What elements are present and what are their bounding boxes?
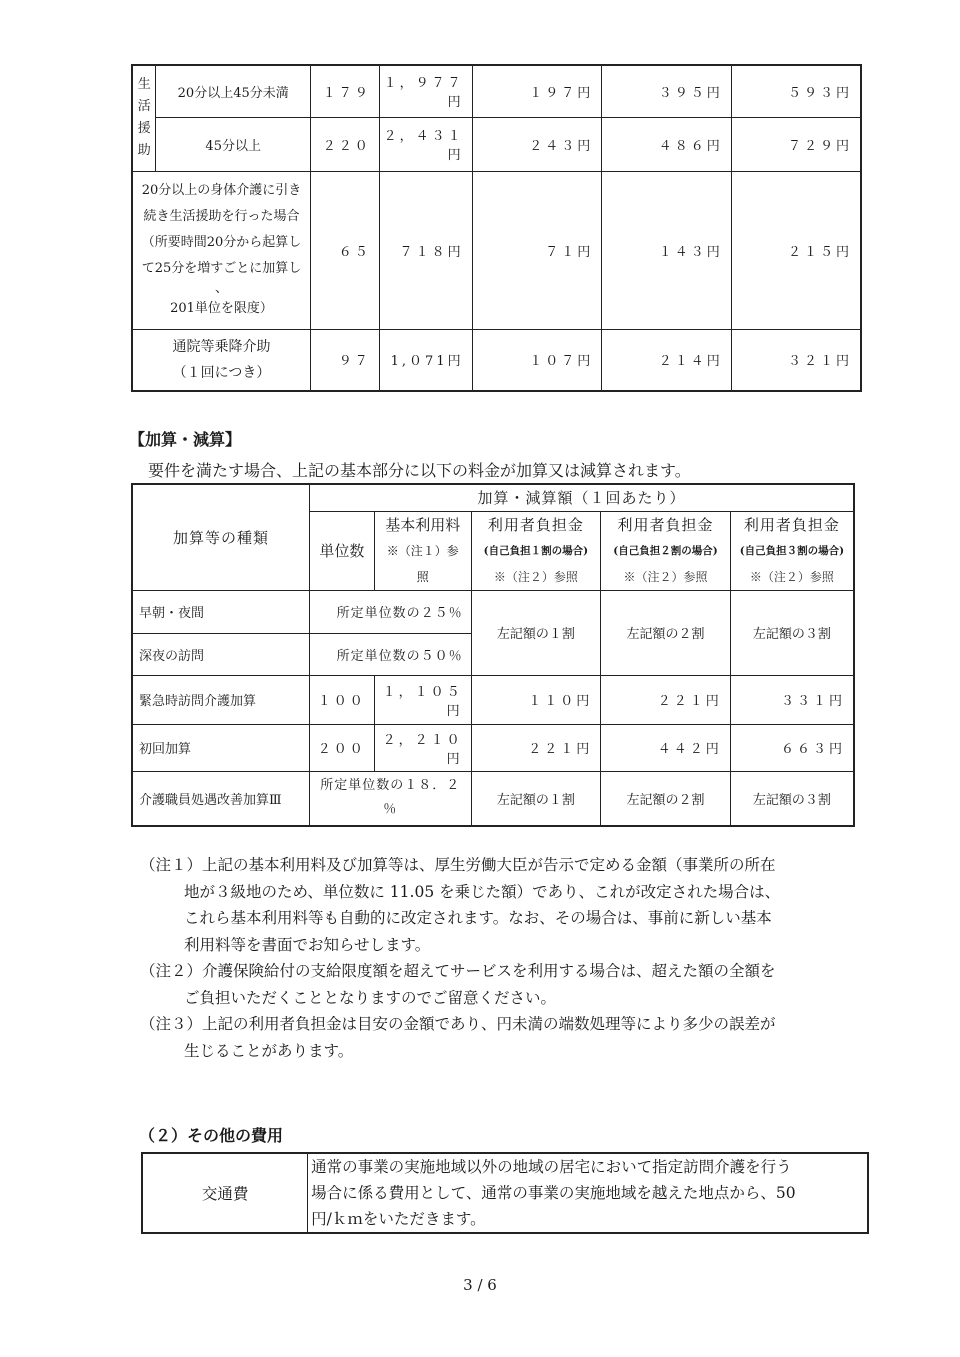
basic-fee-table: [131, 64, 862, 392]
note-2: （注２）介護保険給付の支給限度額を超えてサービスを利用する場合は、超えた額の全額を ご負担いただくこととなりますのでご留意ください。: [140, 962, 776, 1007]
share1-cell: ２２１円: [471, 724, 601, 771]
transport-cost-label: 交通費: [142, 1153, 308, 1233]
share3-cell: ７２９円: [731, 117, 861, 171]
additions-intro: 要件を満たす場合、上記の基本部分に以下の料金が加算又は減算されます。: [148, 461, 691, 480]
units-cell: 所定単位数の２５％: [309, 590, 471, 633]
row-label: 20分以上45分未満: [156, 65, 311, 117]
additions-heading: 【加算・減算】: [129, 430, 242, 449]
share2-cell: 左記額の２割: [601, 590, 731, 675]
units-cell: １７９: [310, 65, 379, 117]
units-cell: ９７: [310, 329, 379, 391]
share1-cell: １９７円: [472, 65, 602, 117]
additions-table: [131, 483, 855, 827]
table-row: [132, 329, 861, 391]
type-header: 加算等の種類: [132, 484, 309, 590]
note-3: （注３）上記の利用者負担金は目安の金額であり、円未満の端数処理等により多少の誤差が 生じることがあります。: [140, 1015, 776, 1060]
table-row: [132, 771, 854, 826]
row-label: 介護職員処遇改善加算Ⅲ: [132, 771, 309, 826]
fee-cell: ７１８円: [379, 171, 472, 329]
fee-cell: ２，４３１円: [379, 117, 472, 171]
share2-cell: ４８６円: [602, 117, 732, 171]
share1-cell: ２４３円: [472, 117, 602, 171]
other-costs-heading: （２）その他の費用: [139, 1126, 284, 1145]
table-row: [132, 65, 861, 117]
share1-cell: １０７円: [472, 329, 602, 391]
row-label: 早朝・夜間: [132, 590, 309, 633]
units-cell: ２２０: [310, 117, 379, 171]
share2-cell: １４３円: [602, 171, 732, 329]
table-row: [132, 675, 854, 724]
share2-cell: ３９５円: [602, 65, 732, 117]
table-row: [132, 724, 854, 771]
share2-header: 利用者負担金 (自己負担２割の場合) ※（注２）参照: [601, 511, 731, 590]
share2-cell: ２２１円: [601, 675, 731, 724]
share1-header: 利用者負担金 (自己負担１割の場合) ※（注２）参照: [471, 511, 601, 590]
fee-cell: ２，２１０円: [374, 724, 471, 771]
share1-cell: １１０円: [471, 675, 601, 724]
share1-cell: 左記額の１割: [471, 590, 601, 675]
notes-block: [140, 852, 860, 1064]
share1-cell: ７１円: [472, 171, 602, 329]
share3-cell: ５９３円: [731, 65, 861, 117]
fee-cell: １，１０５円: [374, 675, 471, 724]
table-row: [132, 117, 861, 171]
fee-cell: １，９７７円: [379, 65, 472, 117]
transport-assist-label: 通院等乗降介助 （１回につき）: [132, 329, 310, 391]
row-label: 緊急時訪問介護加算: [132, 675, 309, 724]
share3-header: 利用者負担金 (自己負担３割の場合) ※（注２）参照: [730, 511, 854, 590]
share3-cell: ３２１円: [731, 329, 861, 391]
other-costs-table: [141, 1152, 869, 1234]
page-number: 3 / 6: [463, 1276, 497, 1294]
share3-cell: ６６３円: [730, 724, 854, 771]
fee-cell: 1,０71円: [379, 329, 472, 391]
table-row: [132, 590, 854, 633]
share2-cell: ４４２円: [601, 724, 731, 771]
table-row: [142, 1153, 868, 1233]
table-header-row: [132, 484, 854, 511]
units-cell: ６５: [310, 171, 379, 329]
share3-cell: 左記額の３割: [730, 590, 854, 675]
row-label: 深夜の訪問: [132, 633, 309, 675]
units-cell: ２００: [309, 724, 374, 771]
units-cell: １００: [309, 675, 374, 724]
table-row: [132, 171, 861, 329]
share3-cell: ３３１円: [730, 675, 854, 724]
share1-cell: 左記額の１割: [471, 771, 601, 826]
share2-cell: 左記額の２割: [601, 771, 731, 826]
row-label: 初回加算: [132, 724, 309, 771]
combo-care-label: 20分以上の身体介護に引き 続き生活援助を行った場合 （所要時間20分から起算し て25分を増すごとに加算し 、 201単位を限度）: [132, 171, 310, 329]
units-cell: 所定単位数の１８．２ ％: [309, 771, 471, 826]
share3-cell: 左記額の３割: [730, 771, 854, 826]
units-header: 単位数: [309, 511, 374, 590]
life-support-vertical-label: 生 活 援 助: [132, 65, 156, 171]
amount-group-header: 加算・減算額（１回あたり）: [309, 484, 854, 511]
share2-cell: ２１４円: [602, 329, 732, 391]
note-1: （注１）上記の基本利用料及び加算等は、厚生労働大臣が告示で定める金額（事業所の所在 地が３級地のため、単位数に 11.05 を乗じた額）であり、これが改定された場合は、 これら基本利用料等も自動的に改定されます。なお、その場合は、事前に新しい基本 利用料等を書面でお知らせします。: [140, 856, 781, 954]
units-cell: 所定単位数の５０％: [309, 633, 471, 675]
base-fee-header: 基本利用料 ※（注１）参 照: [374, 511, 471, 590]
share3-cell: ２１５円: [731, 171, 861, 329]
row-label: 45分以上: [156, 117, 311, 171]
transport-cost-text: 通常の事業の実施地域以外の地域の居宅において指定訪問介護を行う 場合に係る費用として、通常の事業の実施地域を越えた地点から、50 円/ｋｍをいただきます。: [308, 1153, 868, 1233]
